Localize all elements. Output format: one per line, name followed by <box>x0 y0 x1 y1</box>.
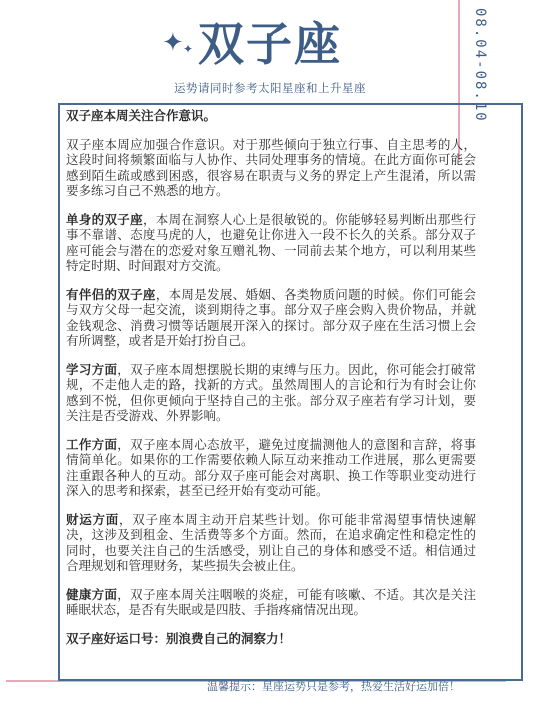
partner-label: 有伴侣的双子座 <box>66 286 156 302</box>
intro-text-1: 双子座本周应加强合作意识。对于那些倾向于独立行事、自主思考的人，这段时间将频繁面临与人协作、共同处理事务的情境。 <box>66 136 476 167</box>
health-label: 健康方面 <box>66 586 118 602</box>
health-paragraph <box>66 587 476 618</box>
single-paragraph <box>66 212 476 274</box>
headline: 双子座本周关注合作意识。 <box>66 108 217 123</box>
horoscope-content <box>66 108 476 659</box>
footer-tip: 温馨提示：星座运势只是参考，热爱生活好运加倍！ <box>207 680 460 693</box>
study-label: 学习方面 <box>66 361 118 377</box>
sparkle-icon: ✦ <box>183 42 194 56</box>
sparkle-icon: ✦ <box>162 28 184 58</box>
work-label: 工作方面 <box>66 436 118 452</box>
page-title: 双子座 <box>198 17 342 71</box>
single-text: ，本周在洞察人心上是很敏锐的。你能够轻易判断出那些行事不靠谱、态度马虎的人，也避免让你进入一段不长久的关系。部分双子座可能会与潜在的恋爱对象互赠礼物、一同前去某个地方，可以利用某些特定时期、时间跟对方交流。 <box>66 211 476 273</box>
single-label: 单身的双子座 <box>66 211 143 227</box>
wealth-label: 财运方面 <box>66 511 119 527</box>
study-paragraph <box>66 362 476 424</box>
partner-text: ，本周是发展、婚姻、各类物质问题的时候。你们可能会与双方父母一起交流，谈到期待之事。部分双子座会购入贵价物品，并就金钱观念、消费习惯等话题展开深入的探讨。部分双子座在生活习惯上会有所调整，或者是开始打扮自己。 <box>66 286 476 348</box>
intro-paragraph <box>66 137 476 199</box>
lucky-slogan: 双子座好运口号：别浪费自己的洞察力！ <box>66 630 292 646</box>
partner-paragraph <box>66 287 476 349</box>
intro-text-2: 在此方面你可能会感到陌生疏或感到困惑，很容易在职责与义务的界定上产生混淆，所以需要多练习自己不熟悉的地方。 <box>66 152 476 198</box>
wealth-paragraph <box>66 512 476 574</box>
wealth-text: ，双子座本周主动开启某些计划。你可能非常渴望事情快速解决，这涉及到租金、生活费等多个方面。然而，在追求确定性和稳定性的同时，也要关注自己的生活感受，别让自己的身体和感受不适。相信通过合理规划和管理财务，某些损失会被止住。 <box>66 511 476 573</box>
date-range: 08.04-08.10 <box>472 8 488 123</box>
subtitle: 运势请同时参考太阳星座和上升星座 <box>174 81 366 95</box>
study-text: ，双子座本周想摆脱长期的束缚与压力。因此，你可能会打破常规，不走他人走的路，找新的方式。虽然周围人的言论和行为有时会让你感到不悦，但你更倾向于坚持自己的主张。部分双子座若有学习计划，要关注是否受游戏、外界影响。 <box>66 361 476 423</box>
work-text: ，双子座本周心态放平，避免过度揣测他人的意图和言辞，将事情简单化。如果你的工作需要依赖人际互动来推动工作进展，那么更需要注重跟各种人的互动。部分双子座可能会对离职、换工作等职业变动进行深入的思考和探索，甚至已经开始有变动可能。 <box>66 436 476 498</box>
work-paragraph <box>66 437 476 499</box>
health-text: ，双子座本周关注咽喉的炎症，可能有咳嗽、不适。其次是关注睡眠状态，是否有失眠或是四肢、手指疼痛情况出现。 <box>66 586 476 617</box>
